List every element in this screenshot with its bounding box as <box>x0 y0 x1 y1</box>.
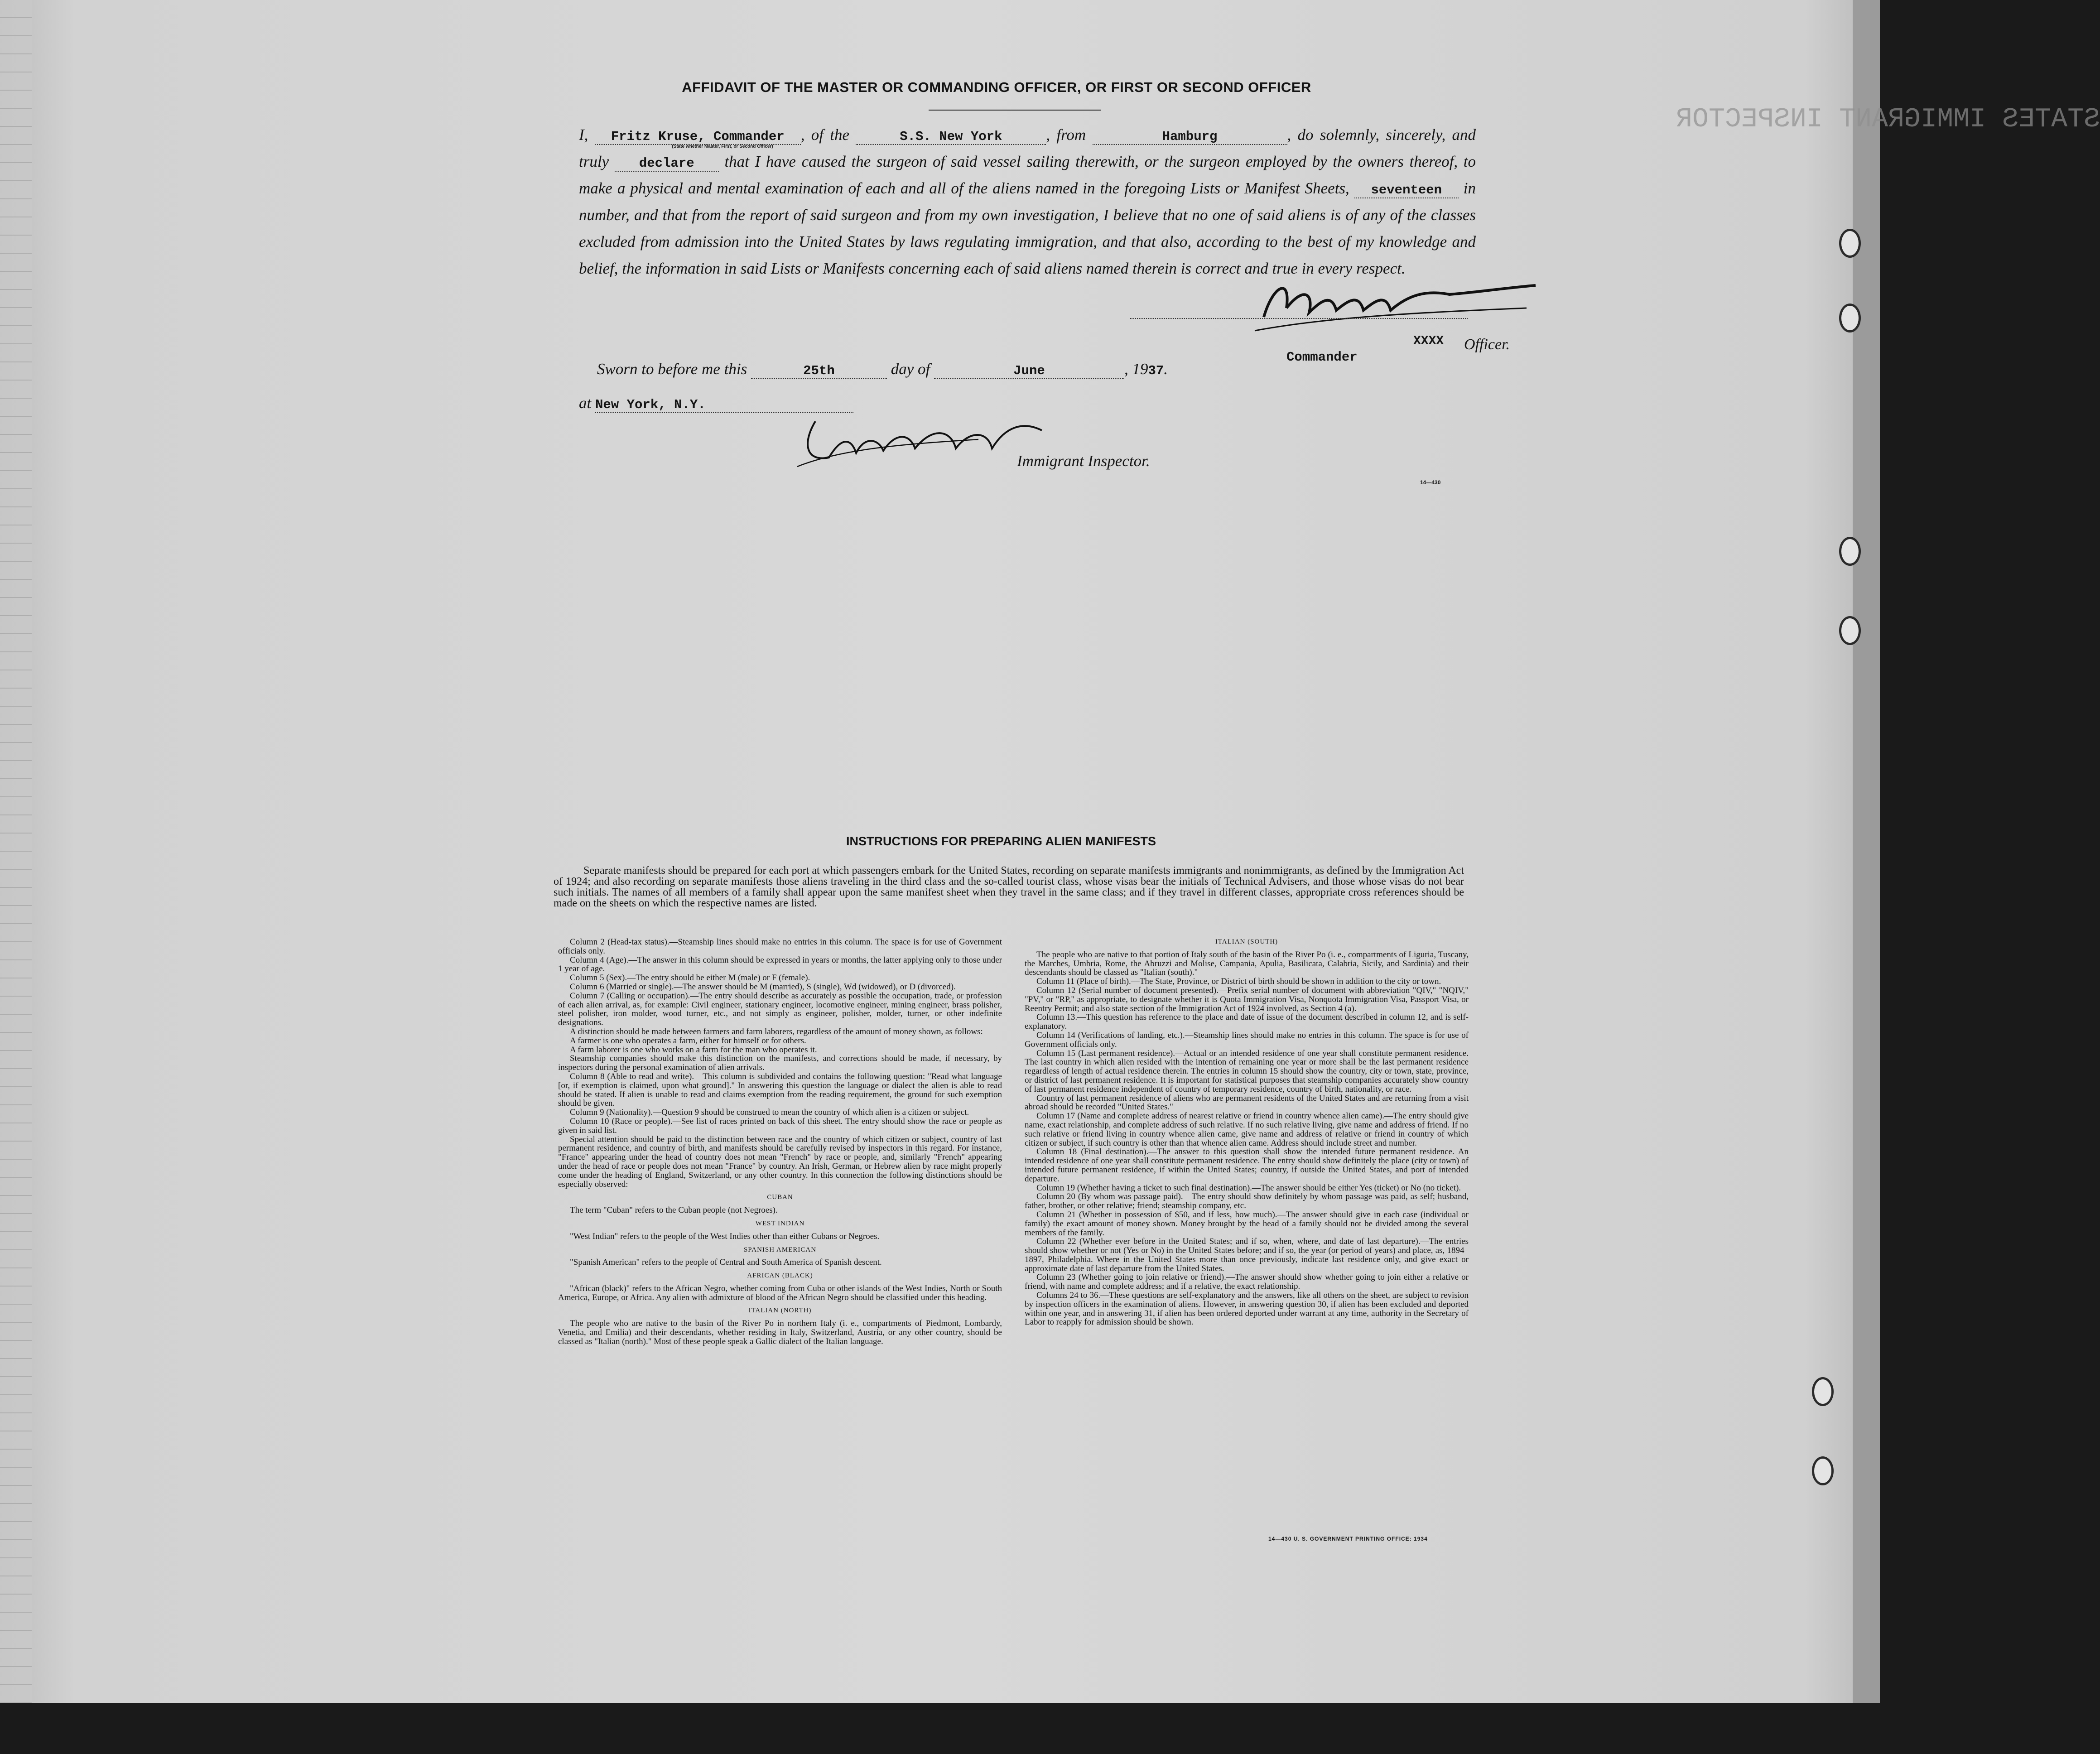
instruction-paragraph: Column 5 (Sex).—The entry should be either M (male) or F (female). <box>570 973 810 983</box>
instruction-paragraph: "African (black)" refers to the African Negro, whether coming from Cuba or other islands of the West Indies, North or South America, Europe, or Africa. Any alien with admixture of blood of the African Negro should be classified under this heading. <box>558 1283 1002 1302</box>
punch-hole <box>1839 616 1861 645</box>
affidavit-text: , from <box>1046 126 1086 144</box>
left-page-bleed <box>0 0 32 1703</box>
punch-hole <box>1812 1456 1834 1485</box>
instruction-paragraph: Column 15 (Last permanent residence).—Actual or an intended residence of one year shall constitute permanent residence. The last country in which alien resided with the intention of remaining one year or more shall be the last permanent residence regardless of length of actual residence therein. The entries in column 15 should show the country, city or town, state, province, or district of last permanent residence. It is important for statistical purposes that steamship companies accurately show country of last permanent residence independent of country of temporary residence, country of birth, nationality, or race. <box>1025 1048 1469 1094</box>
affidavit-text: , of the <box>800 126 850 144</box>
section-heading: WEST INDIAN <box>755 1219 805 1227</box>
punch-hole <box>1812 1377 1834 1406</box>
master-signature <box>1237 267 1554 335</box>
instructions-right-column <box>1025 938 1469 1327</box>
immigrant-inspector-label: Immigrant Inspector. <box>1017 452 1150 470</box>
instruction-paragraph: A farm laborer is one who works on a farm for the man who operates it. <box>570 1045 817 1055</box>
instruction-paragraph: Column 23 (Whether going to join relative or friend).—The answer should show whether going to join either a relative or friend, with name and complete address; and if a relative, the exact relationship. <box>1025 1272 1469 1291</box>
instructions-left-column <box>558 938 1002 1346</box>
section-heading: AFRICAN (BLACK) <box>747 1272 813 1280</box>
instruction-paragraph: Column 13.—This question has reference to the place and date of issue of the document described in column 12, and is self-explanatory. <box>1025 1012 1469 1031</box>
departure-port-field: Hamburg <box>1093 130 1287 145</box>
declaration-verb-field: declare <box>615 156 719 172</box>
instruction-paragraph: Column 11 (Place of birth).—The State, Province, or District of birth should be shown in addition to the city or town. <box>1036 977 1441 987</box>
right-page-bleed <box>1853 0 1880 1703</box>
instructions-title: INSTRUCTIONS FOR PREPARING ALIEN MANIFESTS <box>846 834 1156 848</box>
instruction-paragraph: Column 9 (Nationality).—Question 9 should be construed to mean the country of which alien is a citizen or subject. <box>570 1108 969 1118</box>
signature-line <box>1130 318 1468 319</box>
affidavit-text: that I have caused the surgeon of said vessel sailing therewith, or the surgeon employed by the owners thereof, to make a physical and mental examination of each and all of the aliens named in the foregoing Lists or Manifest Sheets, <box>579 153 1476 197</box>
instruction-paragraph: Column 10 (Race or people).—See list of races printed on back of this sheet. The entry should show the race or people as given in said list. <box>558 1116 1002 1135</box>
vessel-name-field: S.S. New York <box>856 130 1046 145</box>
punch-hole <box>1839 229 1861 258</box>
section-heading: SPANISH AMERICAN <box>743 1246 817 1253</box>
day-field: 25th <box>751 364 887 379</box>
instruction-paragraph: The term "Cuban" refers to the Cuban people (not Negroes). <box>570 1205 778 1215</box>
sworn-line: Sworn to before me this 25th day of June , 1937. <box>597 360 1168 378</box>
instruction-paragraph: Column 6 (Married or single).—The answer should be M (married), S (single), Wd (widowed), or D (divorced). <box>570 982 956 992</box>
affidavit-title: AFFIDAVIT OF THE MASTER OR COMMANDING OFFICER, OR FIRST OR SECOND OFFICER <box>682 79 1311 95</box>
instruction-paragraph: Column 19 (Whether having a ticket to such final destination).—The answer should be either Yes (ticket) or No (no ticket). <box>1036 1183 1461 1193</box>
instruction-paragraph: Column 14 (Verifications of landing, etc.).—Steamship lines should make no entries in this column. The space is for use of Government officials only. <box>1025 1030 1469 1049</box>
printing-office-footer: 14—430 U. S. GOVERNMENT PRINTING OFFICE: 1934 <box>1268 1536 1428 1542</box>
instruction-paragraph: Column 4 (Age).—The answer in this column should be expressed in years or months, the latter applying only to those under 1 year of age. <box>558 955 1002 974</box>
officer-label: Officer. <box>1464 336 1510 353</box>
bleed-through-text: STATES IMMIGRANT INSPECTOR <box>1676 104 2100 135</box>
instruction-paragraph: Column 7 (Calling or occupation).—The entry should describe as accurately as possible the occupation, trade, or profession of each alien arrival, as, for example: Civil engineer, stationary engineer, locomotive engineer, mining engineer, brass polisher, steel polisher, iron molder, wood turner, etc., and not simply as engineer, polisher, molder, turner, or other indefinite designations. <box>558 991 1002 1028</box>
instruction-paragraph: Column 22 (Whether ever before in the United States; and if so, when, where, and date of last departure).—The entries should show whether or not (Yes or No) in the United States before; and if so, the year (or period of years) and place, as, 1894–1897, Philadelphia. Where in the United States more than once previously, indicate last residence only, and give exact or approximate date of last departure from the United States. <box>1025 1237 1469 1273</box>
sheet-count-field: seventeen <box>1354 183 1459 198</box>
title-rule <box>929 110 1101 111</box>
struck-out-word: XXXX <box>1413 334 1444 348</box>
instruction-paragraph: Columns 24 to 36.—These questions are self-explanatory and the answers, like all others on the sheet, are subject to revision by inspection officers in the examination of aliens. However, in answering question 30, if alien has been excluded and deported within one year, and in answering 31, if alien has been ordered deported under warrant at any time, authority in the Secretary of Labor to reapply for admission should be shown. <box>1025 1291 1469 1327</box>
section-heading: CUBAN <box>767 1194 793 1201</box>
year-prefix: , 19 <box>1124 360 1148 378</box>
instruction-paragraph: Special attention should be paid to the distinction between race and the country of which citizen or subject, country of last permanent residence, and country of birth, and manifests should be carefully revised by inspectors in this regard. For instance, "France" appearing under the head of country does not mean "French" by race or people, and, similarly "French" appearing under the head of race or people does not mean "France" by country. An Irish, German, or Hebrew alien by race might properly come under the heading of England, Switzerland, or any other country. In this connection the following distinctions should be especially observed: <box>558 1134 1002 1189</box>
instruction-paragraph: The people who are native to the basin of the River Po in northern Italy (i. e., compartments of Piedmont, Lombardy, Venetia, and Emilia) and their descendants, whether residing in Italy, Switzerland, Austria, or any other country, should be classed as "Italian (north)." Most of these people speak a Gallic dialect of the Italian language. <box>558 1319 1002 1346</box>
section-heading: ITALIAN (NORTH) <box>748 1307 812 1315</box>
instruction-paragraph: Column 2 (Head-tax status).—Steamship lines should make no entries in this column. The space is for use of Government officials only. <box>558 937 1002 956</box>
punch-hole <box>1839 537 1861 566</box>
instruction-paragraph: Column 17 (Name and complete address of nearest relative or friend in country whence alien came).—The entry should give name, exact relationship, and complete address of such relative. If no such relative living, give name and address of friend. If no such relative or friend living in country whence alien came, give name and address of relative or friend in country of which citizen or subject, if such country is other than that whence alien came. Address should include street and number. <box>1025 1111 1469 1148</box>
affidavit-text: , do solemnly, sincerely, and truly <box>579 126 1476 170</box>
instruction-paragraph: A distinction should be made between farmers and farm laborers, regardless of the amount of money shown, as follows: <box>570 1026 983 1036</box>
instruction-paragraph: Column 20 (By whom was passage paid).—The entry should show definitely by whom passage was paid, as self; husband, father, brother, or other relative; friend; steamship company, etc. <box>1025 1192 1469 1211</box>
instruction-paragraph: Column 18 (Final destination).—The answer to this question shall show the intended future permanent residence. An intended residence of one year shall constitute permanent residence. The entry should show definitely the place (city or town) of intended future permanent residence, if within the United States; country, if outside the United States, and port of intended departure. <box>1025 1147 1469 1184</box>
instruction-paragraph: Column 8 (Able to read and write).—This column is subdivided and contains the following question: "Read what language [or, if exemption is claimed, upon what ground]." In answering this question the language or dialect the alien is able to read should be stated. If alien is unable to read and claims exemption from the reading requirement, the ground for such exemption should be given. <box>558 1071 1002 1108</box>
instruction-paragraph: "West Indian" refers to the people of the West Indies other than either Cubans or Negroes. <box>570 1231 880 1241</box>
sworn-text: Sworn to before me this <box>597 360 747 378</box>
instruction-paragraph: Steamship companies should make this distinction on the manifests, and corrections should be made, if necessary, by inspectors during the personal examination of alien arrivals. <box>558 1054 1002 1073</box>
instructions-intro: Separate manifests should be prepared for each port at which passengers embark for the United States, recording on separate manifests immigrants and nonimmigrants, as defined by the Immigration Act of 1924; and also recording on separate manifests those aliens traveling in the third class and the so-called tourist class, whose visas bear the initials of Technical Advisers, and those whose visas do not bear such initials. The names of all members of a family shall appear upon the same manifest sheet when they travel in the same class; and if they travel in different classes, appropriate cross references should be made on the sheets on which the respective names are listed. <box>554 865 1464 909</box>
section-heading: ITALIAN (SOUTH) <box>1215 938 1278 945</box>
month-field: June <box>934 364 1124 379</box>
instruction-paragraph: Column 12 (Serial number of document presented).—Prefix serial number of document with abbreviation "QIV," "NQIV," "PV," or "RP," as appropriate, to designate whether it is Quota Immigration Visa, Nonquota Immigration Visa, Passport Visa, or Reentry Permit; and also state section of the Immigration Act of 1924 involved, as Section 4 (a). <box>1025 985 1469 1013</box>
instruction-paragraph: A farmer is one who operates a farm, either for himself or for others. <box>570 1036 806 1046</box>
instruction-paragraph: "Spanish American" refers to the people of Central and South America of Spanish descent. <box>570 1258 882 1267</box>
day-of-text: day of <box>891 360 930 378</box>
form-reference: 14—430 <box>1420 479 1441 486</box>
instruction-paragraph: The people who are native to that portion of Italy south of the basin of the River Po (i. e., compartments of Liguria, Tuscany, the Marches, Umbria, Rome, the Abruzzi and Molise, Campania, Apulia, Basilicata, Calabria, Sicily, and Sardinia) and their descendants should be classed as "Italian (south)." <box>1025 949 1469 978</box>
affidavit-text: in number, and that from the report of said surgeon and from my own investigation, I believe that no one of said aliens is of any of the classes excluded from admission into the United States by laws regulating immigration, and that also, according to the best of my knowledge and belief, the information in said Lists or Manifests concerning each of said aliens named therein is correct and true in every respect. <box>579 179 1476 277</box>
place-field: New York, N.Y. <box>595 398 853 413</box>
officer-rank-note: (State whether Master, First, or Second Officer) <box>672 144 773 149</box>
commander-label: Commander <box>1286 350 1358 365</box>
master-name-field: Fritz Kruse, Commander <box>595 130 801 145</box>
at-text: at <box>579 394 592 412</box>
instruction-paragraph: Column 21 (Whether in possession of $50, and if less, how much).—The answer should give in each case (individual or family) the exact amount of money shown. Money brought by the head of a family should not be divided among the several members of the family. <box>1025 1209 1469 1238</box>
affidavit-text: I, <box>579 126 588 144</box>
punch-hole <box>1839 304 1861 332</box>
year-field: 37 <box>1148 363 1164 378</box>
instruction-paragraph: Country of last permanent residence of aliens who are permanent residents of the United States and are returning from a visit abroad should be recorded "United States." <box>1025 1093 1469 1112</box>
